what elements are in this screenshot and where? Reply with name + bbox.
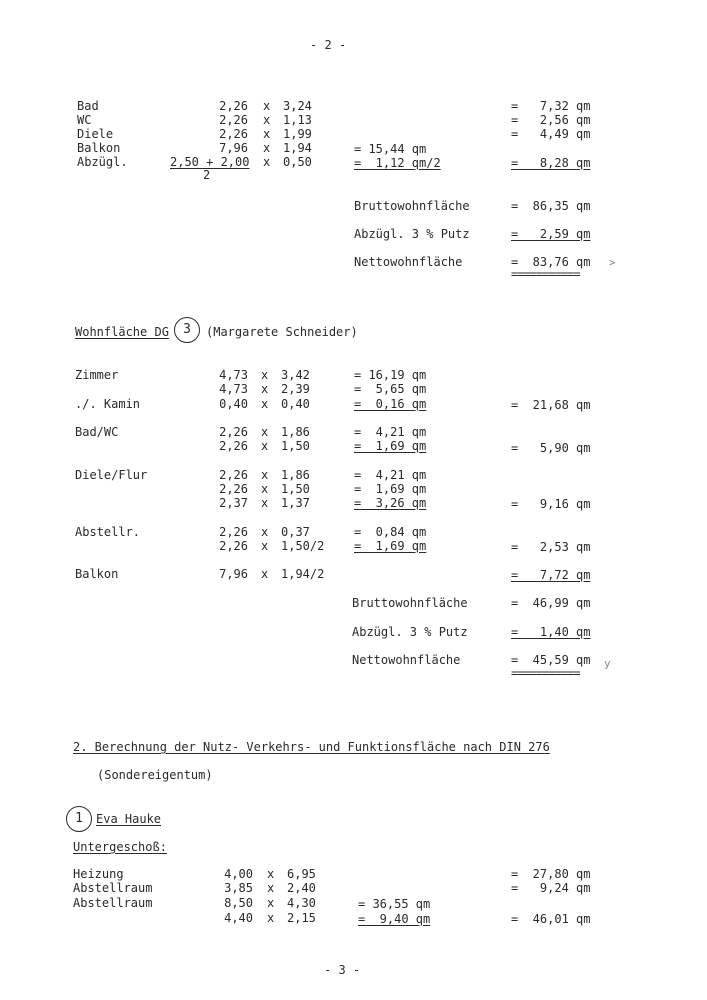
row-label: Balkon — [75, 567, 119, 581]
owner-name: (Margarete Schneider) — [206, 325, 358, 339]
row-factor-b: 1,50/2 — [281, 539, 325, 553]
row-result: = 8,28 qm — [511, 156, 591, 170]
plaster-deduction-label: Abzügl. 3 % Putz — [352, 625, 468, 639]
row-factor-b: 2,15 — [287, 911, 316, 925]
row-subtotal: = 1,69 qm — [354, 482, 427, 496]
row-factor-b: 3,24 — [283, 99, 312, 113]
row-factor-a: 2,26 — [219, 482, 248, 496]
row-result: = 9,24 qm — [511, 881, 591, 895]
gross-area-value: = 86,35 qm — [511, 199, 591, 213]
unit-number-circle: 1 — [66, 806, 92, 832]
row-factor-b: 3,42 — [281, 368, 310, 382]
row-factor-a: 7,96 — [219, 141, 248, 155]
row-result: = 7,32 qm — [511, 99, 591, 113]
row-subtotal: = 0,16 qm — [354, 397, 427, 411]
row-label: Diele — [77, 127, 114, 141]
row-factor-b: 2,40 — [287, 881, 316, 895]
page-number-footer: - 3 - — [324, 963, 361, 977]
times-sign: x — [263, 99, 271, 113]
times-sign: x — [261, 468, 269, 482]
row-subtotal: = 16,19 qm — [354, 368, 427, 382]
row-label: WC — [77, 113, 92, 127]
row-subtotal: = 9,40 qm — [358, 912, 431, 926]
times-sign: x — [267, 911, 275, 925]
row-result: = 21,68 qm — [511, 398, 591, 412]
row-factor-a: 2,26 — [219, 468, 248, 482]
times-sign: x — [261, 425, 269, 439]
row-factor-a: 4,00 — [224, 867, 253, 881]
row-factor-a: 2,26 — [219, 127, 248, 141]
double-underline: =========== — [511, 666, 580, 680]
fraction-numerator: 2,50 + 2,00 — [170, 155, 250, 169]
page-number-header: - 2 - — [310, 38, 347, 52]
row-factor-a: 4,73 — [219, 368, 248, 382]
row-label: Diele/Flur — [75, 468, 148, 482]
row-factor-a: 7,96 — [219, 567, 248, 581]
row-result: = 27,80 qm — [511, 867, 591, 881]
row-factor-a: 2,26 — [219, 525, 248, 539]
row-factor-b: 2,39 — [281, 382, 310, 396]
times-sign: x — [267, 867, 275, 881]
times-sign: x — [261, 539, 269, 553]
row-factor-a: 8,50 — [224, 896, 253, 910]
times-sign: x — [261, 567, 269, 581]
times-sign: x — [263, 127, 271, 141]
times-sign: x — [261, 525, 269, 539]
row-label: Heizung — [73, 867, 124, 881]
row-factor-b: 1,50 — [281, 439, 310, 453]
row-subtotal: = 3,26 qm — [354, 496, 427, 510]
section-heading: 2. Berechnung der Nutz- Verkehrs- und Funktionsfläche nach DIN 276 — [73, 740, 550, 754]
row-subtotal: = 1,12 qm/2 — [354, 156, 441, 170]
row-factor-b: 6,95 — [287, 867, 316, 881]
check-mark: > — [609, 256, 616, 269]
times-sign: x — [261, 496, 269, 510]
unit-number-circle: 3 — [174, 317, 200, 343]
plaster-deduction-label: Abzügl. 3 % Putz — [354, 227, 470, 241]
fraction-denominator: 2 — [203, 168, 211, 182]
section-subheading: (Sondereigentum) — [97, 768, 213, 782]
row-label: Abstellraum — [73, 881, 153, 895]
row-factor-b: 1,99 — [283, 127, 312, 141]
row-factor-b: 4,30 — [287, 896, 316, 910]
row-label: Bad — [77, 99, 99, 113]
times-sign: x — [261, 439, 269, 453]
owner-name: Eva Hauke — [96, 812, 162, 826]
row-factor-b: 0,50 — [283, 155, 312, 169]
times-sign: x — [261, 368, 269, 382]
net-area-value: = 83,76 qm — [511, 255, 591, 269]
net-area-value: = 45,59 qm — [511, 653, 591, 667]
row-factor-b: 1,37 — [281, 496, 310, 510]
row-factor-b: 1,86 — [281, 468, 310, 482]
row-factor-a: 2,26 — [219, 439, 248, 453]
times-sign: x — [263, 155, 271, 169]
plaster-deduction-value: = 2,59 qm — [511, 227, 591, 241]
row-factor-b: 1,13 — [283, 113, 312, 127]
row-subtotal: = 15,44 qm — [354, 142, 427, 156]
row-factor-a: 2,37 — [219, 496, 248, 510]
row-subtotal: = 4,21 qm — [354, 425, 427, 439]
row-factor-b: 1,94 — [283, 141, 312, 155]
double-underline: =========== — [511, 267, 580, 281]
row-label: ./. Kamin — [75, 397, 141, 411]
row-result: = 9,16 qm — [511, 497, 591, 511]
times-sign: x — [267, 881, 275, 895]
row-label: Balkon — [77, 141, 121, 155]
row-factor-a: 2,26 — [219, 113, 248, 127]
net-area-label: Nettowohnfläche — [352, 653, 461, 667]
row-factor-b: 0,37 — [281, 525, 310, 539]
row-label: Bad/WC — [75, 425, 119, 439]
row-subtotal: = 5,65 qm — [354, 382, 427, 396]
row-factor-a: 4,73 — [219, 382, 248, 396]
times-sign: x — [267, 896, 275, 910]
floor-heading: Untergeschoß: — [73, 840, 167, 854]
gross-area-label: Bruttowohnfläche — [354, 199, 470, 213]
row-label: Abstellr. — [75, 525, 141, 539]
row-result: = 46,01 qm — [511, 912, 591, 926]
times-sign: x — [263, 113, 271, 127]
row-factor-a: 2,26 — [219, 99, 248, 113]
row-label: Abzügl. — [77, 155, 128, 169]
plaster-deduction-value: = 1,40 qm — [511, 625, 591, 639]
row-result: = 5,90 qm — [511, 441, 591, 455]
row-subtotal: = 4,21 qm — [354, 468, 427, 482]
row-factor-a: 2,26 — [219, 539, 248, 553]
row-label: Abstellraum — [73, 896, 153, 910]
row-result: = 4,49 qm — [511, 127, 591, 141]
gross-area-label: Bruttowohnfläche — [352, 596, 468, 610]
times-sign: x — [263, 141, 271, 155]
row-factor-a: 3,85 — [224, 881, 253, 895]
row-subtotal: = 36,55 qm — [358, 897, 431, 911]
row-factor-a: 0,40 — [219, 397, 248, 411]
times-sign: x — [261, 482, 269, 496]
row-result: = 2,53 qm — [511, 540, 591, 554]
section-heading: Wohnfläche DG — [75, 325, 169, 339]
row-subtotal: = 0,84 qm — [354, 525, 427, 539]
gross-area-value: = 46,99 qm — [511, 596, 591, 610]
row-factor-a: 4,40 — [224, 911, 253, 925]
net-area-label: Nettowohnfläche — [354, 255, 463, 269]
row-factor-b: 1,94/2 — [281, 567, 325, 581]
row-result: = 7,72 qm — [511, 568, 591, 582]
times-sign: x — [261, 397, 269, 411]
check-mark: y — [604, 657, 611, 670]
row-result: = 2,56 qm — [511, 113, 591, 127]
row-factor-b: 0,40 — [281, 397, 310, 411]
row-factor-b: 1,50 — [281, 482, 310, 496]
row-label: Zimmer — [75, 368, 119, 382]
row-factor-a: 2,26 — [219, 425, 248, 439]
row-factor-b: 1,86 — [281, 425, 310, 439]
row-subtotal: = 1,69 qm — [354, 539, 427, 553]
times-sign: x — [261, 382, 269, 396]
row-subtotal: = 1,69 qm — [354, 439, 427, 453]
